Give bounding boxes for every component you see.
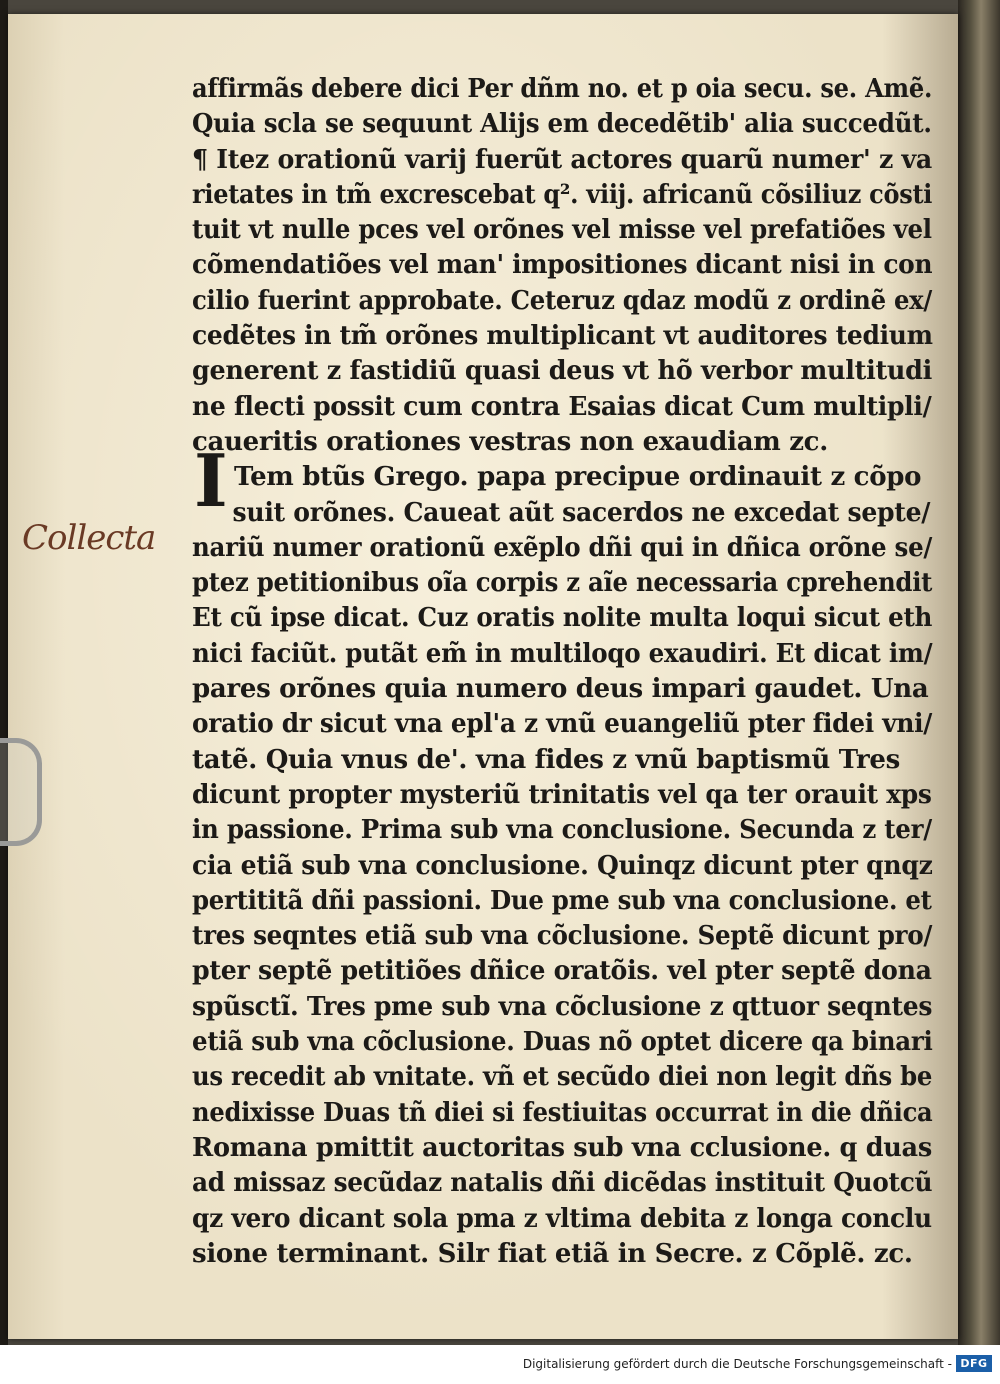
- text-line: pertititã dñi passioni. Due pme sub vna conclusione. et: [192, 885, 932, 916]
- text-line: Romana pmittit auctoritas sub vna cclusione. q duas: [192, 1132, 932, 1163]
- text-line: Quia scla se sequunt Alijs em decedẽtib' alia succedũt.: [192, 109, 932, 140]
- text-line: in passione. Prima sub vna conclusione. Secunda z ter/: [192, 815, 932, 846]
- text-line: nedixisse Duas tñ diei si festiuitas occurrat in die dñica: [192, 1097, 933, 1128]
- text-line: ne flecti possit cum contra Esaias dicat Cum multipli/: [192, 391, 932, 422]
- text-line: generent z fastidiũ quasi deus vt hõ verbor multitudi: [192, 356, 933, 387]
- text-line: tatẽ. Quia vnus de'. vna fides z vnũ baptismũ Tres: [192, 744, 900, 775]
- text-line: dicunt propter mysteriũ trinitatis vel qa ter orauit xps: [192, 779, 932, 810]
- text-line: ad missaz secũdaz natalis dñi dicẽdas instituit Quotcũ: [192, 1168, 933, 1199]
- text-line: ptez petitionibus oĩa corpis z aĩe necessaria cprehendit: [192, 568, 933, 599]
- text-line: nici faciũt. putãt em̃ in multiloqo exaudiri. Et dicat im/: [192, 638, 933, 669]
- text-line: cedẽtes in tm̃ orõnes multiplicant vt auditores tedium: [192, 321, 933, 352]
- text-line: cilio fuerint approbate. Ceteruz qdaz modũ z ordinẽ ex/: [192, 285, 933, 316]
- text-line: affirmãs debere dici Per dñm no. et p oia secu. se. Amẽ.: [192, 74, 933, 104]
- text-line: caueritis orationes vestras non exaudiam zc.: [192, 426, 828, 457]
- text-line: cia etiã sub vna conclusione. Quinqz dicunt pter qnqz: [192, 850, 933, 881]
- text-line: qz vero dicant sola pma z vltima debita z longa conclu: [192, 1203, 932, 1234]
- funding-credit: Digitalisierung gefördert durch die Deutsche Forschungsgemeinschaft -: [522, 1357, 952, 1371]
- text-block: [192, 72, 932, 1272]
- text-line: suit orõnes. Caueat aũt sacerdos ne excedat septe/: [232, 497, 931, 528]
- initial-letter: I: [194, 438, 228, 523]
- text-line: oratio dr sicut vna epl'a z vnũ euangeliũ pter fidei vni/: [192, 709, 932, 740]
- text-line: nariũ numer orationũ exẽplo dñi qui in dñica orõne se/: [192, 532, 933, 563]
- text-line: etiã sub vna cõclusione. Duas nõ optet dicere qa binari: [192, 1027, 933, 1058]
- text-line: tres seqntes etiã sub vna cõclusione. Septẽ dicunt pro/: [192, 921, 933, 952]
- scanner-left-edge: [0, 0, 8, 1345]
- text-line: ¶ Itez orationũ varij fuerũt actores quarũ numer' z va: [192, 144, 932, 175]
- text-line: cõmendatiões vel man' impositiones dicant nisi in con: [192, 250, 933, 281]
- page-holder-clip: [0, 738, 42, 846]
- text-line: Tem btũs Grego. papa precipue ordinauit z cõpo: [234, 462, 922, 493]
- marginal-note: Collecta: [22, 518, 156, 558]
- text-line: pter septẽ petitiões dñice oratõis. vel pter septẽ dona: [192, 956, 932, 987]
- text-line: sione terminant. Silr fiat etiã in Secre. z Cõplẽ. zc.: [192, 1238, 913, 1269]
- text-line: spũsctĩ. Tres pme sub vna cõclusione z qttuor seqntes: [192, 991, 933, 1022]
- text-line: Et cũ ipse dicat. Cuz oratis nolite multa loqui sicut eth: [192, 603, 933, 634]
- text-line: us recedit ab vnitate. vñ et secũdo diei non legit dñs be: [192, 1062, 933, 1093]
- book-page-edges: [958, 0, 1000, 1345]
- text-line: pares orõnes quia numero deus impari gaudet. Una: [192, 674, 929, 705]
- footer-bar: [0, 1345, 1000, 1384]
- text-line: tuit vt nulle pces vel orõnes vel misse vel prefatiões vel: [192, 215, 932, 246]
- dfg-logo: DFG: [956, 1355, 992, 1372]
- text-line: rietates in tm̃ excrescebat q². viij. africanũ cõsiliuz cõsti: [192, 179, 933, 210]
